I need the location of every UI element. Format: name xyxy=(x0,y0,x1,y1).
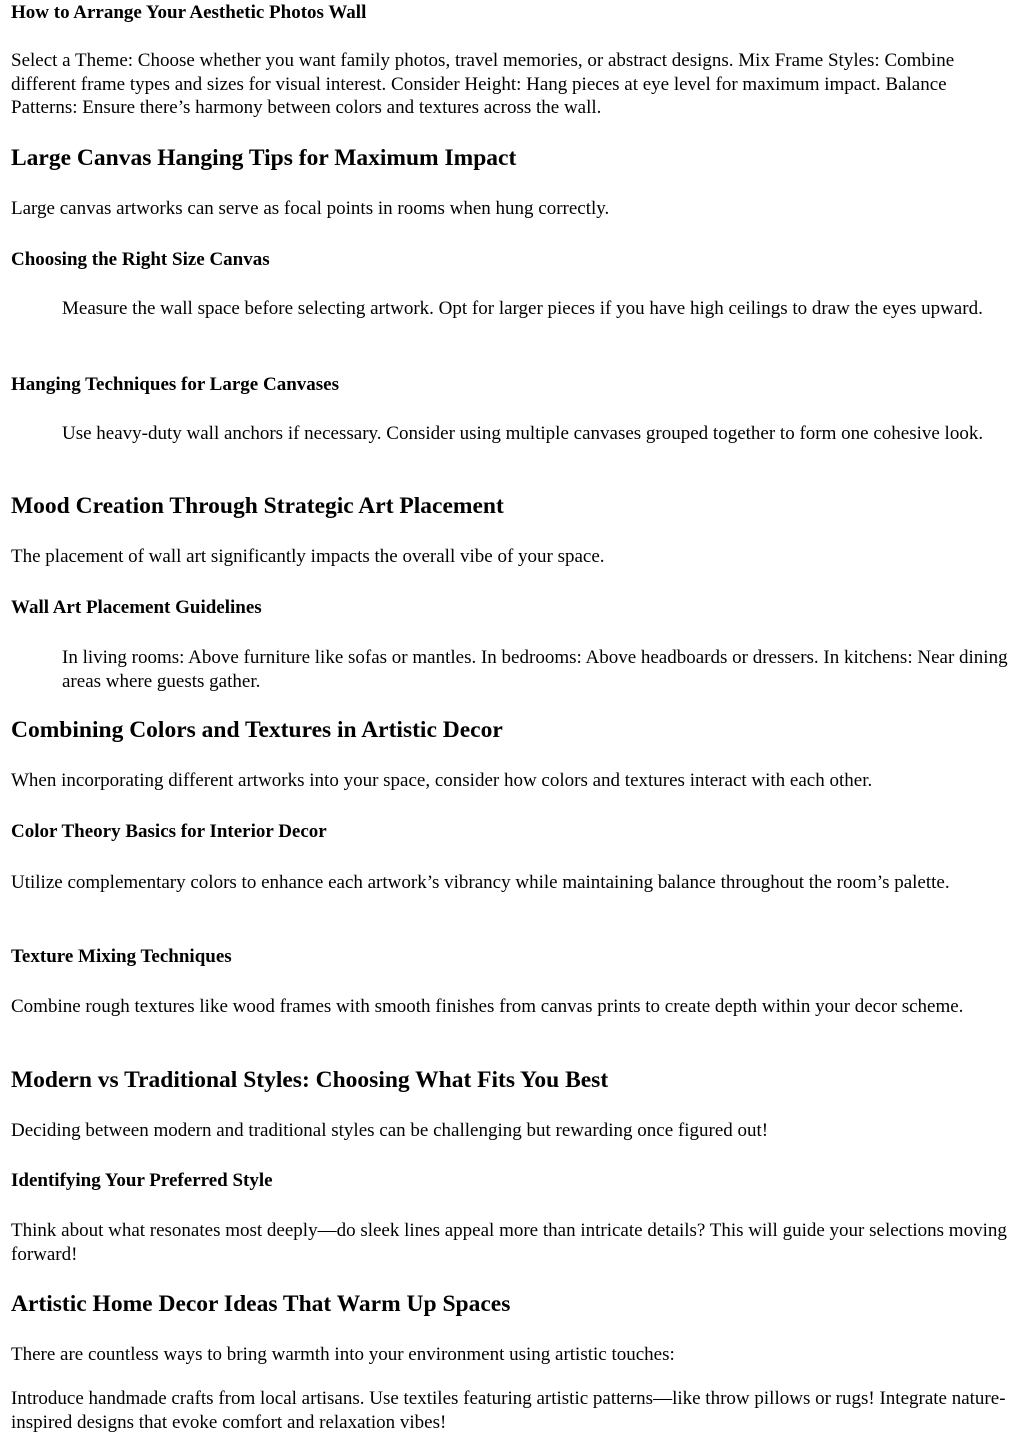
section-heading-modern-traditional: Modern vs Traditional Styles: Choosing What Fits You Best xyxy=(11,1067,609,1093)
section-intro-modern-traditional: Deciding between modern and traditional styles can be challenging but rewarding once figured out! xyxy=(11,1120,769,1141)
intro-paragraph: Select a Theme: Choose whether you want family photos, travel memories, or abstract designs. Mix Frame Styles: Combine different frame types and sizes for visual interest. Consider Height: Hang pieces at eye level for maximum impact. Balance Patterns: Ensure there’s harmony between colors and textures across the wall. xyxy=(11,50,955,118)
subheading-preferred-style: Identifying Your Preferred Style xyxy=(11,1170,273,1191)
subheading-hanging-techniques: Hanging Techniques for Large Canvases xyxy=(11,374,339,395)
paragraph-color-theory: Utilize complementary colors to enhance each artwork’s vibrancy while maintaining balance throughout the room’s palette. xyxy=(11,872,950,893)
subheading-placement-guidelines: Wall Art Placement Guidelines xyxy=(11,597,262,618)
section-intro-warm-spaces: There are countless ways to bring warmth into your environment using artistic touches: xyxy=(11,1344,675,1365)
intro-heading: How to Arrange Your Aesthetic Photos Wall xyxy=(11,2,367,23)
section-intro-colors-textures: When incorporating different artworks into your space, consider how colors and textures interact with each other. xyxy=(11,770,873,791)
paragraph-warm-spaces-ideas: Introduce handmade crafts from local artisans. Use textiles featuring artistic patterns—like throw pillows or rugs! Integrate nature-inspired designs that evoke comfort and relaxation vibes! xyxy=(11,1388,1006,1433)
blockquote-placement-guidelines: In living rooms: Above furniture like sofas or mantles. In bedrooms: Above headboards or dressers. In kitchens: Near dining areas where guests gather. xyxy=(62,647,1008,692)
section-intro-mood-creation: The placement of wall art significantly impacts the overall vibe of your space. xyxy=(11,546,605,567)
blockquote-hanging-techniques: Use heavy-duty wall anchors if necessary. Consider using multiple canvases grouped together to form one cohesive look. xyxy=(62,423,984,444)
section-heading-large-canvas: Large Canvas Hanging Tips for Maximum Impact xyxy=(11,145,517,171)
subheading-texture-mixing: Texture Mixing Techniques xyxy=(11,946,232,967)
paragraph-preferred-style: Think about what resonates most deeply—do sleek lines appeal more than intricate details? This will guide your selections moving forward! xyxy=(11,1220,1007,1265)
section-heading-colors-textures: Combining Colors and Textures in Artistic Decor xyxy=(11,717,503,743)
section-heading-mood-creation: Mood Creation Through Strategic Art Placement xyxy=(11,493,504,519)
section-heading-warm-spaces: Artistic Home Decor Ideas That Warm Up Spaces xyxy=(11,1291,511,1317)
section-intro-large-canvas: Large canvas artworks can serve as focal points in rooms when hung correctly. xyxy=(11,198,610,219)
paragraph-texture-mixing: Combine rough textures like wood frames with smooth finishes from canvas prints to create depth within your decor scheme. xyxy=(11,996,964,1017)
subheading-right-size-canvas: Choosing the Right Size Canvas xyxy=(11,249,270,270)
subheading-color-theory: Color Theory Basics for Interior Decor xyxy=(11,821,327,842)
blockquote-right-size-canvas: Measure the wall space before selecting artwork. Opt for larger pieces if you have high ceilings to draw the eyes upward. xyxy=(62,298,983,319)
